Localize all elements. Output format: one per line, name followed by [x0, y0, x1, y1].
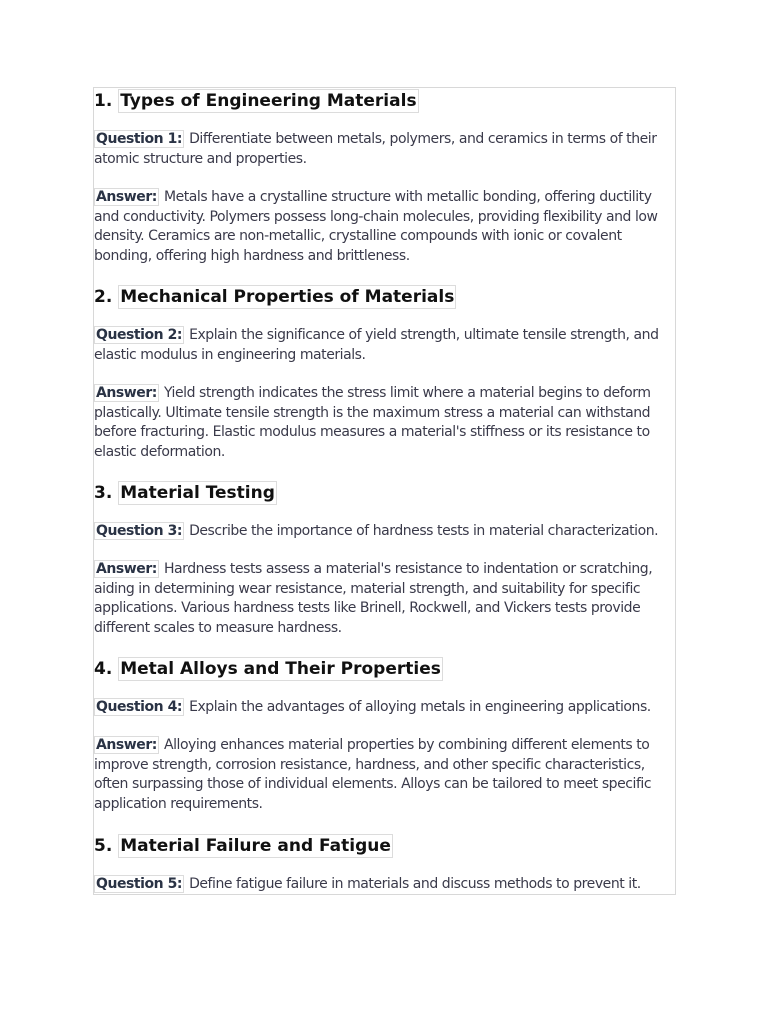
- answer-1-label: Answer:: [96, 189, 157, 205]
- section-5-title: Material Failure and Fatigue: [120, 836, 391, 856]
- question-4-label: Question 4:: [96, 699, 183, 715]
- question-5-text: Define fatigue failure in materials and discuss methods to prevent it.: [189, 876, 641, 892]
- answer-2: [94, 384, 669, 462]
- section-2-number: 2.: [94, 287, 113, 307]
- section-3: [94, 480, 669, 636]
- section-1: [94, 88, 669, 264]
- answer-4-label: Answer:: [96, 737, 157, 753]
- question-1: [94, 130, 669, 169]
- question-5-label: Question 5:: [96, 876, 183, 892]
- section-3-number: 3.: [94, 483, 113, 503]
- section-3-heading: [94, 480, 669, 506]
- section-1-title: Types of Engineering Materials: [120, 91, 417, 111]
- section-2-title: Mechanical Properties of Materials: [120, 287, 455, 307]
- section-2-heading: [94, 284, 669, 310]
- answer-4-text: Alloying enhances material properties by combining different elements to improve strength, corrosion resistance, hardness, and other specific characteristics, often surpassing those of individual elements. Alloys can be tailored to meet specific application requirements.: [94, 737, 652, 812]
- section-4-heading: [94, 656, 669, 682]
- question-2-label: Question 2:: [96, 327, 183, 343]
- question-4: [94, 698, 669, 718]
- answer-4: [94, 736, 669, 814]
- question-2: [94, 326, 669, 365]
- answer-3-label: Answer:: [96, 561, 157, 577]
- question-2-text: Explain the significance of yield strength, ultimate tensile strength, and elastic modulus in engineering materials.: [94, 327, 659, 363]
- answer-3: [94, 560, 669, 638]
- question-3: [94, 522, 669, 542]
- question-1-text: Differentiate between metals, polymers, and ceramics in terms of their atomic structure and properties.: [94, 131, 657, 167]
- section-1-number: 1.: [94, 91, 113, 111]
- section-3-title: Material Testing: [120, 483, 275, 503]
- section-1-heading: [94, 88, 669, 114]
- question-1-label: Question 1:: [96, 131, 183, 147]
- answer-1: [94, 188, 669, 266]
- question-4-text: Explain the advantages of alloying metals in engineering applications.: [189, 699, 651, 715]
- answer-3-text: Hardness tests assess a material's resistance to indentation or scratching, aiding in determining wear resistance, material strength, and suitability for specific applications. Various hardness tests like Brinell, Rockwell, and Vickers tests provide different scales to measure hardness.: [94, 561, 653, 636]
- answer-2-label: Answer:: [96, 385, 157, 401]
- section-5: [94, 833, 669, 892]
- question-5: [94, 875, 669, 895]
- answer-2-text: Yield strength indicates the stress limit where a material begins to deform plastically. Ultimate tensile strength is the maximum stress a material can withstand before fracturing. Elastic modulus measures a material's stiffness or its resistance to elastic deformation.: [94, 385, 651, 460]
- document-page: [93, 87, 676, 895]
- question-3-text: Describe the importance of hardness tests in material characterization.: [189, 523, 659, 539]
- section-4-title: Metal Alloys and Their Properties: [120, 659, 441, 679]
- answer-1-text: Metals have a crystalline structure with metallic bonding, offering ductility and conductivity. Polymers possess long-chain molecules, providing flexibility and low density. Ceramics are non-metallic, crystalline compounds with ionic or covalent bonding, offering high hardness and brittleness.: [94, 189, 658, 264]
- section-4: [94, 656, 669, 812]
- section-5-heading: [94, 833, 669, 859]
- question-3-label: Question 3:: [96, 523, 183, 539]
- section-2: [94, 284, 669, 460]
- section-5-number: 5.: [94, 836, 113, 856]
- section-4-number: 4.: [94, 659, 113, 679]
